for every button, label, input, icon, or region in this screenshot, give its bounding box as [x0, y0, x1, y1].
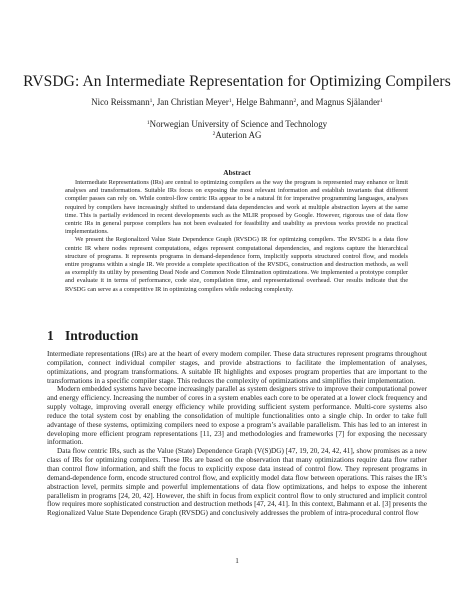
body-paragraph: Intermediate representations (IRs) are at the heart of every modern compiler. These data structures represent programs throughout compilation, connect individual compiler stages, and provide abstractions to facilitate the implementation of analyses, optimizations, and program transformations. A suitable IR highlights and exposes program properties that are important to the transformations in a specific compiler stage. This reduces the complexity of optimizations and simplifies their implementation. — [47, 350, 427, 385]
introduction-body — [47, 350, 427, 518]
abstract-heading: Abstract — [223, 168, 251, 177]
section-title: Introduction — [65, 328, 139, 343]
abstract — [65, 179, 408, 294]
author: Helge Bahmann$^2$, and — [236, 97, 316, 107]
affiliation-list — [0, 119, 474, 141]
affiliation: $^2$Auterion AG — [212, 130, 262, 140]
abstract-paragraph: We present the Regionalized Value State Dependence Graph (RVSDG) IR for optimizing compilers. The RVSDG is a data flow centric IR where nodes represent computations, edges represent computational dependencies, and regions capture the hierarchical structure of programs. It represents programs in demand-dependence form, implicitly supports structured control flow, and models entire programs within a single IR. We provide a complete specification of the RVSDG, construction and destruction methods, as well as exemplify its utility by presenting Dead Node and Common Node Elimination optimizations. We implemented a prototype compiler and evaluate it in terms of performance, code size, compilation time, and representational overhead. Our results indicate that the RVSDG can serve as a competitive IR in optimizing compilers while reducing complexity. — [65, 236, 408, 293]
section-number: 1 — [47, 328, 54, 343]
body-paragraph: Data flow centric IRs, such as the Value (State) Dependence Graph (V(S)DG) [47, 19, 20, 24, 42, 41], show promises as a new class of IRs for optimizing compilers. These IRs are based on the observation that many optimizations require data flow rather than control flow information, and shift the focus to explicitly expose data instead of control flow. They represent programs in demand-dependence form, encode structured control flow, and explicitly model data flow between operations. This raises the IR’s abstraction level, permits simple and powerful implementations of data flow optimizations, and helps to expose the inherent parallelism in programs [24, 20, 42]. However, the shift in focus from explicit control flow to only structured and implicit control flow requires more sophisticated construction and destruction methods [47, 24, 41]. In this context, Bahmann et al. [3] presents the Regionalized Value State Dependence Graph (RVSDG) and conclusively addresses the problem of intra-procedural control flow — [47, 447, 427, 518]
affiliation: $^1$Norwegian University of Science and Technology — [146, 119, 328, 129]
section-heading — [47, 328, 138, 344]
body-paragraph: Modern embedded systems have become increasingly parallel as system designers strive to improve their computational power and energy efficiency. Increasing the number of cores in a system enables each core to be operated at a lower clock frequency and supply voltage, improving overall energy efficiency while providing sufficient system performance. Multi-core systems also reduce the total system cost by enabling the consolidation of multiple functionalities onto a single chip. In order to take full advantage of these systems, optimizing compilers need to expose a program’s available parallelism. This has led to an interest in developing more efficient program representations [11, 23] and methodologies and frameworks [7] for exposing the necessary information. — [47, 385, 427, 447]
abstract-paragraph: Intermediate Representations (IRs) are central to optimizing compilers as the way the program is represented may enhance or limit analyses and transformations. Suitable IRs focus on exposing the most relevant information and establish invariants that different compiler passes can rely on. While control-flow centric IRs appear to be a natural fit for imperative programming languages, analyses required by compilers have increasingly shifted to understand data dependencies and work at multiple abstraction layers at the same time. This is partially evidenced in recent developments such as the MLIR proposed by Google. However, rigorous use of data flow centric IRs in general purpose compilers has not been evaluated for feasibility and usability as previous works provide no practical implementations. — [65, 179, 408, 236]
page-number: 1 — [235, 557, 239, 565]
author-list — [0, 97, 474, 108]
author: Magnus Själander$^1$ — [315, 97, 383, 107]
author: Nico Reissmann$^1$, — [91, 97, 157, 107]
author: Jan Christian Meyer$^1$, — [156, 97, 236, 107]
paper-title: RVSDG: An Intermediate Representation for Optimizing Compilers — [23, 73, 451, 90]
